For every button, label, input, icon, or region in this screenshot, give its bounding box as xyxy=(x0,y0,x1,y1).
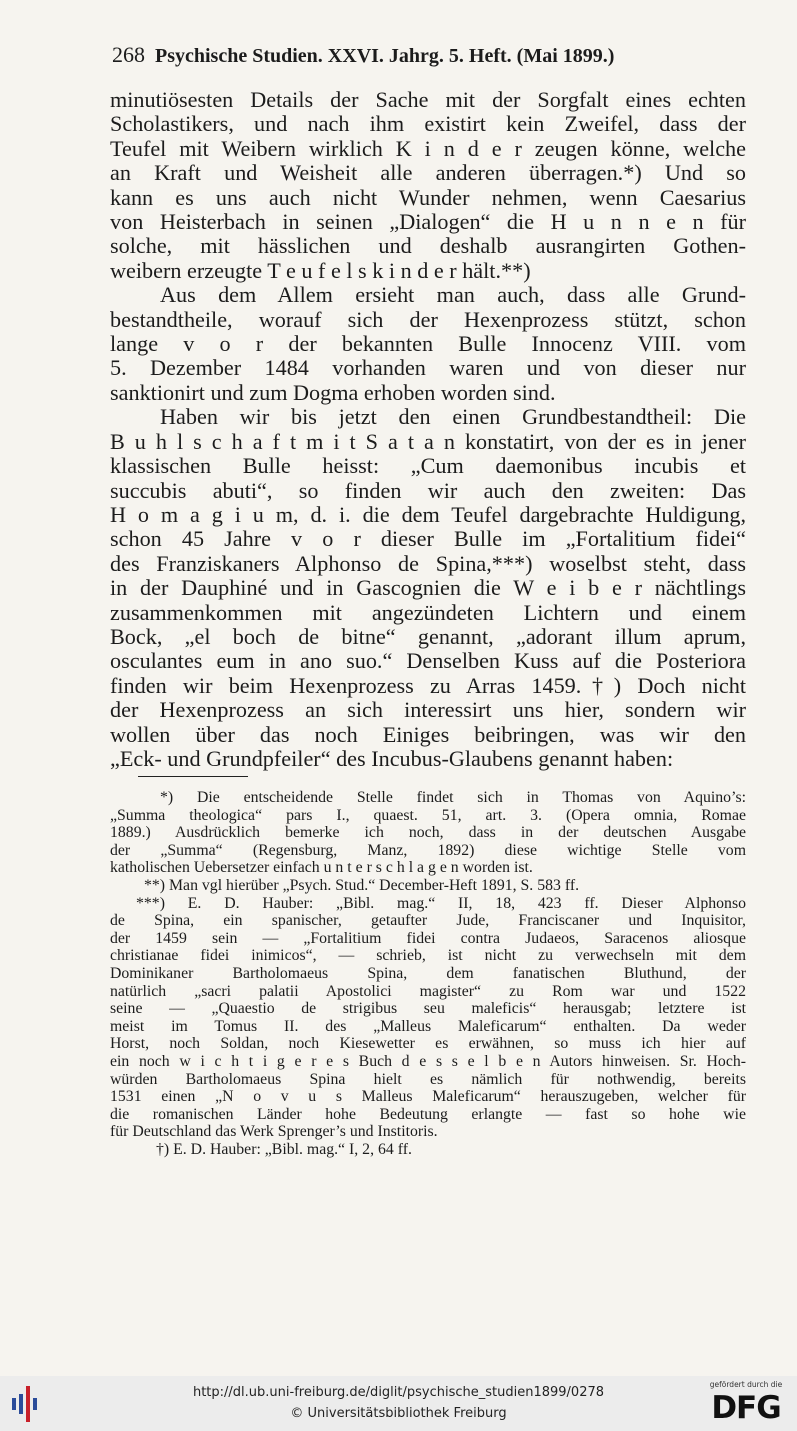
text-line: minutiösesten Details der Sache mit der Sorgfalt eines echten xyxy=(110,87,746,112)
text-line: von Heisterbach in seinen „Dialogen“ die H u n n e n für xyxy=(110,209,746,235)
text-line: H o m a g i u m, d. i. die dem Teufel dargebrachte Huldigung, xyxy=(110,501,746,527)
text-line: lange v o r der bekannten Bulle Innocenz VIII. vom xyxy=(110,331,746,357)
text-line: des Franziskaners Alphonso de Spina,***) woselbst steht, dass xyxy=(110,550,746,576)
text-line: klassischen Bulle heisst: „Cum daemonibus incubis et xyxy=(110,453,746,479)
footnotes xyxy=(110,789,746,1158)
text-line: Bock, „el boch de bitne“ genannt, „adorant illum aprum, xyxy=(110,623,746,649)
footnote-line: die romanischen Länder hohe Bedeutung erlangte — fast so hohe wie xyxy=(110,1105,746,1123)
text-line: B u h l s c h a f t m i t S a t a n konstatirt, von der es in jener xyxy=(110,428,746,454)
footnote-line: seine — „Quaestio de strigibus seu maleficis“ herausgab; letztere ist xyxy=(110,1000,746,1018)
text-line: weibern erzeugte T e u f e l s k i n d e r hält.**) xyxy=(110,257,531,283)
footnote-line: würden Bartholomaeus Spina hielt es nämlich für nothwendig, bereits xyxy=(110,1070,746,1088)
text-line: Teufel mit Weibern wirklich K i n d e r zeugen könne, welche xyxy=(110,135,746,161)
text-line: Haben wir bis jetzt den einen Grundbestandtheil: Die xyxy=(160,404,746,430)
text-line: osculantes eum in ano suo.“ Denselben Kuss auf die Posteriora xyxy=(110,648,746,674)
text-line: finden wir beim Hexenprozess zu Arras 1459.†) Doch nicht xyxy=(110,672,746,698)
footnote-line: Dominikaner Bartholomaeus Spina, dem fanatischen Bluthund, der xyxy=(110,964,746,982)
footnote-line: katholischen Uebersetzer einfach u n t e r s c h l a g e n worden ist. xyxy=(110,859,533,877)
text-line: kann es uns auch nicht Wunder nehmen, wenn Caesarius xyxy=(110,184,746,210)
text-line: succubis abuti“, so finden wir auch den zweiten: Das xyxy=(110,477,746,503)
text-line: an Kraft und Weisheit alle anderen überragen.*) Und so xyxy=(110,160,746,186)
footnote-line: „Summa theologica“ pars I., quaest. 51, art. 3. (Opera omnia, Romae xyxy=(110,806,746,824)
footnote-line: meist im Tomus II. des „Malleus Maleficarum“ enthalten. Da weder xyxy=(110,1017,746,1035)
text-line: Aus dem Allem ersieht man auch, dass alle Grund- xyxy=(160,282,746,308)
footnote-line: 1889.) Ausdrücklich bemerke ich noch, dass in der deutschen Ausgabe xyxy=(110,824,746,842)
footnote-line: für Deutschland das Werk Sprenger’s und Institoris. xyxy=(110,1123,438,1141)
footnote-line: der 1459 sein — „Fortalitium fidei contra Judaeos, Saracenos aliosque xyxy=(110,929,746,947)
footnote-separator xyxy=(138,776,248,777)
footnote-line: der „Summa“ (Regensburg, Manz, 1892) diese wichtige Stelle vom xyxy=(110,841,746,859)
footnote-line: natürlich „sacri palatii Apostolici magister“ zu Rom war und 1522 xyxy=(110,982,746,1000)
footnote-line: Horst, noch Soldan, noch Kiesewetter es erwähnen, so muss ich hier auf xyxy=(110,1035,746,1053)
main-text xyxy=(110,88,746,771)
text-line: wollen über das noch Einiges beibringen, was wir den xyxy=(110,721,746,747)
footnote-line: *) Die entscheidende Stelle findet sich in Thomas von Aquino’s: xyxy=(160,789,746,806)
copyright-notice: © Universitätsbibliothek Freiburg xyxy=(290,1406,507,1421)
text-line: der Hexenprozess an sich interessirt uns hier, sondern wir xyxy=(110,697,746,723)
running-title: Psychische Studien. XXVI. Jahrg. 5. Heft. (Mai 1899.) xyxy=(155,45,615,67)
dfg-caption: gefördert durch die xyxy=(709,1380,783,1389)
footnote-line: de Spina, ein spanischer, getaufter Jude, Franciscaner und Inquisitor, xyxy=(110,912,746,930)
dfg-logo-mark: DFG xyxy=(711,1390,781,1426)
footnote-line: **) Man vgl hierüber „Psych. Stud.“ December-Heft 1891, S. 583 ff. xyxy=(144,876,580,894)
running-header xyxy=(112,42,752,68)
footnote-line: 1531 einen „N o v u s Malleus Maleficarum“ herauszugeben, welcher für xyxy=(110,1088,746,1106)
text-line: solche, mit hässlichen und deshalb ausrangirten Gothen- xyxy=(110,233,746,259)
viewer-footer xyxy=(0,1376,797,1431)
text-line: schon 45 Jahre v o r dieser Bulle im „Fortalitium fidei“ xyxy=(110,526,746,552)
text-line: „Eck- und Grundpfeiler“ des Incubus-Glaubens genannt haben: xyxy=(110,745,674,771)
footnote-line: christianae fidei inimicos“, — schrieb, ist nicht zu verwechseln mit dem xyxy=(110,947,746,965)
text-line: zusammenkommen mit angezündeten Lichtern und einem xyxy=(110,599,746,625)
text-line: sanktionirt und zum Dogma erhoben worden sind. xyxy=(110,379,556,405)
footnote-line: †) E. D. Hauber: „Bibl. mag.“ I, 2, 64 ff. xyxy=(156,1140,412,1158)
source-url[interactable]: http://dl.ub.uni-freiburg.de/diglit/psychische_studien1899/0278 xyxy=(192,1385,605,1400)
text-line: Scholastikers, und nach ihm existirt kein Zweifel, dass der xyxy=(110,111,746,137)
footnote-line: ein noch w i c h t i g e r e s Buch d e s s e l b e n Autors hinweisen. Sr. Hoch- xyxy=(110,1052,746,1070)
footnote-line: ***) E. D. Hauber: „Bibl. mag.“ II, 18, 423 ff. Dieser Alphonso xyxy=(136,894,746,912)
page-number: 268 xyxy=(112,42,145,67)
text-line: 5. Dezember 1484 vorhanden waren und von dieser nur xyxy=(110,355,746,381)
text-line: in der Dauphiné und in Gascognien die W e i b e r nächtlings xyxy=(110,575,746,601)
text-line: bestandtheile, worauf sich der Hexenprozess stützt, schon xyxy=(110,306,746,332)
dfg-logo xyxy=(700,1380,792,1428)
